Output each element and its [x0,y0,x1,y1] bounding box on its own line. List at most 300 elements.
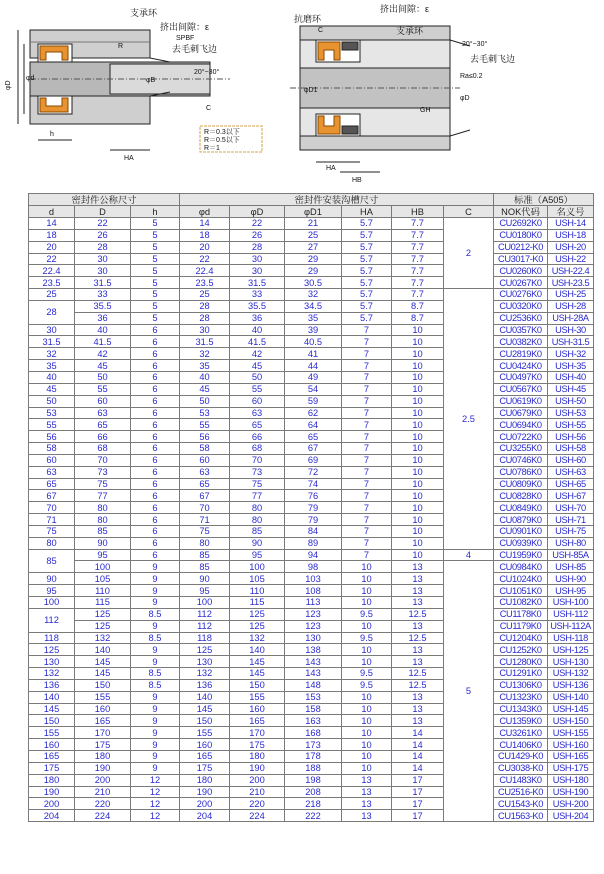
cell-d: 30 [29,324,75,336]
cell-nok-code: CU1343K0 [494,703,548,715]
cell-phiD1: 32 [285,289,342,301]
cell-phiD1: 188 [285,762,342,774]
cell-phiD1: 94 [285,549,342,561]
cell-h: 5 [131,265,180,277]
cell-phiD: 105 [230,573,285,585]
cell-phid: 18 [180,229,230,241]
cell-D: 125 [75,608,131,620]
cell-phid: 28 [180,300,230,312]
antiextrusion-ring-label: 抗磨环 [294,14,322,24]
cell-d: 180 [29,774,75,786]
group-header-standard: 标准（A505） [494,194,594,206]
cell-d: 32 [29,348,75,360]
cell-HA: 5.7 [342,218,392,230]
cell-HA: 7 [342,490,392,502]
cell-h: 12 [131,798,180,810]
cell-nominal-no: USH-180 [548,774,594,786]
cell-d: 63 [29,466,75,478]
cell-phiD1: 29 [285,265,342,277]
cell-HB: 7.7 [392,241,444,253]
cell-HA: 5.7 [342,277,392,289]
table-row [29,632,594,644]
cell-h: 6 [131,383,180,395]
cell-phiD: 125 [230,608,285,620]
cell-h: 6 [131,348,180,360]
cell-HB: 13 [392,691,444,703]
cell-nok-code: CU0746K0 [494,454,548,466]
cell-phiD: 45 [230,360,285,372]
cell-phid: 85 [180,549,230,561]
phi-d-right-label: φD [460,95,470,102]
cell-nominal-no: USH-85A [548,549,594,561]
table-row [29,727,594,739]
table-row [29,525,594,537]
cell-D: 50 [75,371,131,383]
cell-HA: 13 [342,774,392,786]
cell-phiD1: 79 [285,502,342,514]
cell-phiD1: 130 [285,632,342,644]
table-row [29,691,594,703]
cell-h: 6 [131,419,180,431]
cell-nok-code: CU3038-K0 [494,762,548,774]
cell-h: 9 [131,739,180,751]
cell-phid: 130 [180,656,230,668]
cell-phiD: 68 [230,443,285,455]
cell-phiD1: 49 [285,371,342,383]
phi-d-small-label: φd [26,75,35,82]
col-header-nok-code: NOK代码 [494,206,548,218]
cell-phiD1: 113 [285,597,342,609]
cell-nok-code: CU0849K0 [494,502,548,514]
cell-HB: 10 [392,454,444,466]
cell-phiD1: 64 [285,419,342,431]
table-row [29,739,594,751]
cell-phid: 85 [180,561,230,573]
cell-phid: 150 [180,715,230,727]
table-row [29,656,594,668]
cell-phiD1: 98 [285,561,342,573]
cell-HA: 7 [342,371,392,383]
cell-phiD: 36 [230,312,285,324]
cell-HA: 10 [342,703,392,715]
cell-HA: 5.7 [342,241,392,253]
cell-h: 6 [131,371,180,383]
cell-D: 85 [75,525,131,537]
cell-phid: 204 [180,810,230,822]
cell-nominal-no: USH-140 [548,691,594,703]
cell-HA: 10 [342,750,392,762]
cell-h: 5 [131,229,180,241]
cell-D: 22 [75,218,131,230]
table-row [29,774,594,786]
cell-h: 6 [131,454,180,466]
cell-D: 105 [75,573,131,585]
cell-HA: 10 [342,620,392,632]
cell-h: 5 [131,277,180,289]
cell-h: 6 [131,549,180,561]
cell-HB: 7.7 [392,265,444,277]
cell-D: 68 [75,443,131,455]
cell-phiD: 31.5 [230,277,285,289]
cell-HB: 8.7 [392,300,444,312]
cell-HA: 13 [342,798,392,810]
cell-HA: 7 [342,348,392,360]
cell-d: 22.4 [29,265,75,277]
cell-HB: 10 [392,537,444,549]
cell-HB: 7.7 [392,289,444,301]
cell-nominal-no: USH-18 [548,229,594,241]
cell-phiD: 110 [230,585,285,597]
support-ring-label: 支承环 [130,8,158,18]
cell-phid: 35 [180,360,230,372]
table-row [29,466,594,478]
note-r3: R＝1 [204,145,220,152]
cell-nok-code: CU1291K0 [494,668,548,680]
cell-phiD1: 138 [285,644,342,656]
cell-phiD1: 62 [285,407,342,419]
table-row [29,431,594,443]
cell-HB: 10 [392,383,444,395]
cell-phid: 58 [180,443,230,455]
cell-nominal-no: USH-45 [548,383,594,395]
table-row [29,229,594,241]
cell-nok-code: CU1178K0 [494,608,548,620]
cell-h: 8.5 [131,608,180,620]
cell-HB: 10 [392,336,444,348]
table-row [29,289,594,301]
table-row [29,490,594,502]
cell-phiD: 160 [230,703,285,715]
cell-phid: 75 [180,525,230,537]
table-row [29,703,594,715]
cell-phiD: 100 [230,561,285,573]
c-label-right: C [318,27,324,34]
cell-d: 65 [29,478,75,490]
cell-h: 9 [131,762,180,774]
cell-phiD1: 84 [285,525,342,537]
cell-d: 112 [29,608,75,632]
cell-phiD1: 143 [285,668,342,680]
cell-phiD1: 218 [285,798,342,810]
cell-phiD1: 29 [285,253,342,265]
cell-HB: 12.5 [392,679,444,691]
c-label-left: C [206,105,212,112]
cell-D: 28 [75,241,131,253]
cell-nominal-no: USH-175 [548,762,594,774]
table-row [29,502,594,514]
cell-HA: 7 [342,360,392,372]
cell-phiD: 70 [230,454,285,466]
cell-nominal-no: USH-55 [548,419,594,431]
cell-HA: 5.7 [342,300,392,312]
cell-phiD1: 103 [285,573,342,585]
cell-phiD: 65 [230,419,285,431]
cell-phid: 71 [180,514,230,526]
cell-phid: 20 [180,241,230,253]
cell-D: 80 [75,514,131,526]
cell-nominal-no: USH-150 [548,715,594,727]
cell-phiD1: 158 [285,703,342,715]
h-label: h [50,131,54,138]
cell-phid: 80 [180,537,230,549]
cell-phid: 165 [180,750,230,762]
table-row [29,324,594,336]
spbf-label: SPBF [176,35,195,42]
right-drawing [290,26,470,172]
cell-phiD1: 163 [285,715,342,727]
cell-nok-code: CU0497K0 [494,371,548,383]
cell-nok-code: CU0809K0 [494,478,548,490]
cell-HB: 13 [392,703,444,715]
cell-phiD: 66 [230,431,285,443]
cell-h: 9 [131,656,180,668]
phi-d-label: φD [5,80,12,90]
cell-h: 5 [131,300,180,312]
cell-D: 132 [75,632,131,644]
cell-C: 4 [444,549,494,561]
cell-D: 30 [75,265,131,277]
col-header-HB: HB [392,206,444,218]
cell-D: 70 [75,454,131,466]
cell-nok-code: CU1204K0 [494,632,548,644]
cell-d: 67 [29,490,75,502]
cell-phid: 95 [180,585,230,597]
cell-HB: 10 [392,348,444,360]
cell-D: 33 [75,289,131,301]
cell-nok-code: CU1543-K0 [494,798,548,810]
cell-phid: 200 [180,798,230,810]
cell-D: 77 [75,490,131,502]
cell-nok-code: CU0879K0 [494,514,548,526]
cell-nominal-no: USH-204 [548,810,594,822]
cell-HA: 7 [342,443,392,455]
cell-phid: 14 [180,218,230,230]
note-r1: R＝0.3以下 [204,129,240,136]
cell-HB: 10 [392,419,444,431]
cell-HB: 13 [392,573,444,585]
cell-d: 132 [29,668,75,680]
cell-phiD1: 173 [285,739,342,751]
radius-note-box [200,126,262,152]
cell-h: 9 [131,703,180,715]
cell-nok-code: CU0984K0 [494,561,548,573]
cell-h: 6 [131,525,180,537]
cell-nominal-no: USH-145 [548,703,594,715]
cell-D: 36 [75,312,131,324]
table-row [29,300,594,312]
cell-phiD1: 74 [285,478,342,490]
cell-HA: 9.5 [342,668,392,680]
cell-d: 55 [29,419,75,431]
cell-phiD: 26 [230,229,285,241]
cell-d: 145 [29,703,75,715]
cell-HA: 5.7 [342,229,392,241]
cell-phid: 55 [180,419,230,431]
cell-phiD1: 143 [285,656,342,668]
table-row [29,561,594,573]
cell-phiD: 132 [230,632,285,644]
cell-phiD: 41.5 [230,336,285,348]
cell-h: 6 [131,407,180,419]
cell-phiD1: 65 [285,431,342,443]
cell-HA: 10 [342,644,392,656]
cell-phiD: 210 [230,786,285,798]
cell-HA: 10 [342,561,392,573]
cell-phid: 118 [180,632,230,644]
cell-nok-code: CU0828K0 [494,490,548,502]
cell-nominal-no: USH-132 [548,668,594,680]
table-row [29,395,594,407]
cell-nok-code: CU1252K0 [494,644,548,656]
cell-h: 9 [131,750,180,762]
cell-nominal-no: USH-22.4 [548,265,594,277]
cell-phiD: 145 [230,668,285,680]
cell-HB: 14 [392,727,444,739]
cell-C: 5 [444,561,494,822]
cell-nok-code: CU0901K0 [494,525,548,537]
cell-nominal-no: USH-75 [548,525,594,537]
cell-d: 22 [29,253,75,265]
cell-HB: 17 [392,798,444,810]
cell-nok-code: CU1359K0 [494,715,548,727]
cell-nok-code: CU0276K0 [494,289,548,301]
cell-HB: 17 [392,774,444,786]
col-header-phid: φd [180,206,230,218]
cell-h: 5 [131,312,180,324]
cell-HA: 5.7 [342,265,392,277]
cell-d: 125 [29,644,75,656]
col-header-h: h [131,206,180,218]
cell-phiD: 75 [230,478,285,490]
cell-phid: 63 [180,466,230,478]
cell-d: 80 [29,537,75,549]
cell-nok-code: CU0722K0 [494,431,548,443]
cell-phiD: 200 [230,774,285,786]
cell-nok-code: CU3261K0 [494,727,548,739]
cell-HA: 7 [342,383,392,395]
cell-HA: 7 [342,525,392,537]
cell-phid: 67 [180,490,230,502]
cell-HB: 10 [392,502,444,514]
col-header-HA: HA [342,206,392,218]
cell-h: 6 [131,490,180,502]
cell-nominal-no: USH-95 [548,585,594,597]
cell-HA: 10 [342,739,392,751]
cell-HA: 5.7 [342,253,392,265]
table-row [29,715,594,727]
cell-d: 165 [29,750,75,762]
cell-nok-code: CU3017-K0 [494,253,548,265]
cell-phiD: 60 [230,395,285,407]
deburr-right-label: 去毛刺飞边 [470,54,516,64]
cell-h: 12 [131,810,180,822]
cell-phid: 112 [180,608,230,620]
cell-HB: 12.5 [392,608,444,620]
table-row [29,608,594,620]
cell-HA: 13 [342,810,392,822]
cell-phiD: 73 [230,466,285,478]
cell-phiD: 145 [230,656,285,668]
gh-label: GH [420,107,431,114]
phi-d1-label: φD1 [304,87,318,94]
cell-d: 136 [29,679,75,691]
cell-nominal-no: USH-130 [548,656,594,668]
table-row [29,762,594,774]
group-header-row [29,194,594,206]
cell-nominal-no: USH-31.5 [548,336,594,348]
cell-h: 6 [131,360,180,372]
table-row [29,668,594,680]
cell-h: 9 [131,691,180,703]
cell-phiD: 50 [230,371,285,383]
angle-right-label: 20°~30° [462,41,488,48]
cell-nominal-no: USH-65 [548,478,594,490]
cell-d: 100 [29,597,75,609]
cell-nok-code: CU1483K0 [494,774,548,786]
cell-h: 8.5 [131,632,180,644]
cell-nok-code: CU0320K0 [494,300,548,312]
cell-phiD: 175 [230,739,285,751]
cell-nok-code: CU1406K0 [494,739,548,751]
cell-phid: 160 [180,739,230,751]
cell-nominal-no: USH-60 [548,454,594,466]
cell-nominal-no: USH-28A [548,312,594,324]
cell-phid: 125 [180,644,230,656]
cell-D: 145 [75,668,131,680]
cell-nok-code: CU1306K0 [494,679,548,691]
cell-d: 175 [29,762,75,774]
cell-nominal-no: USH-136 [548,679,594,691]
cell-phiD: 35.5 [230,300,285,312]
table-row [29,597,594,609]
cell-HA: 10 [342,762,392,774]
cell-D: 150 [75,679,131,691]
cell-HA: 7 [342,454,392,466]
cell-nominal-no: USH-22 [548,253,594,265]
cell-D: 30 [75,253,131,265]
cell-HB: 10 [392,395,444,407]
column-header-row [29,206,594,218]
cell-phid: 132 [180,668,230,680]
cell-nok-code: CU3255K0 [494,443,548,455]
cell-phid: 22.4 [180,265,230,277]
cell-nominal-no: USH-80 [548,537,594,549]
cell-phiD1: 30.5 [285,277,342,289]
cell-phiD1: 79 [285,514,342,526]
cell-HA: 13 [342,786,392,798]
cell-HA: 7 [342,431,392,443]
cell-nominal-no: USH-20 [548,241,594,253]
cell-phiD1: 208 [285,786,342,798]
cell-phiD: 55 [230,383,285,395]
table-row [29,265,594,277]
cell-d: 90 [29,573,75,585]
table-row [29,312,594,324]
cell-HB: 10 [392,360,444,372]
cell-phid: 23.5 [180,277,230,289]
cell-phid: 100 [180,597,230,609]
cell-h: 9 [131,561,180,573]
cell-D: 210 [75,786,131,798]
cell-HB: 10 [392,371,444,383]
cell-HB: 12.5 [392,632,444,644]
cell-nominal-no: USH-50 [548,395,594,407]
cell-nominal-no: USH-14 [548,218,594,230]
cell-D: 42 [75,348,131,360]
cell-phiD: 22 [230,218,285,230]
cell-phiD: 170 [230,727,285,739]
cell-d: 20 [29,241,75,253]
